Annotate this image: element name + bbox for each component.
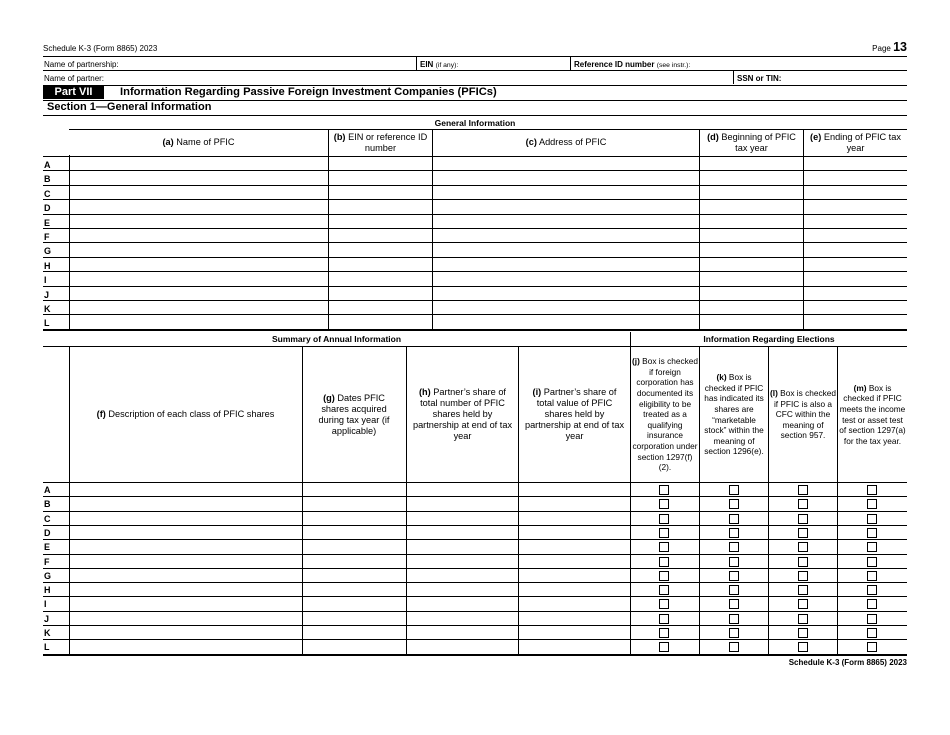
ein-field[interactable]: EIN (if any):	[420, 60, 459, 69]
summary-cell-f[interactable]	[69, 612, 302, 625]
summary-cell-g[interactable]	[302, 555, 406, 568]
summary-cell-g[interactable]	[302, 612, 406, 625]
general-cell-d[interactable]	[700, 200, 803, 213]
checkbox-m[interactable]	[867, 585, 877, 595]
general-cell-c[interactable]	[433, 229, 699, 242]
checkbox-k[interactable]	[729, 485, 739, 495]
summary-cell-h[interactable]	[406, 597, 518, 610]
checkbox-j[interactable]	[659, 514, 669, 524]
general-cell-c[interactable]	[433, 215, 699, 228]
general-cell-c[interactable]	[433, 258, 699, 271]
general-cell-a[interactable]	[69, 243, 328, 256]
general-cell-a[interactable]	[69, 315, 328, 328]
general-cell-b[interactable]	[329, 301, 432, 314]
summary-cell-f[interactable]	[69, 626, 302, 639]
summary-row-label: G	[44, 570, 52, 581]
general-cell-b[interactable]	[329, 315, 432, 328]
checkbox-k[interactable]	[729, 499, 739, 509]
general-row-label: K	[44, 304, 51, 314]
general-cell-d[interactable]	[700, 186, 803, 199]
section-title: Section 1—General Information	[47, 101, 212, 113]
summary-row-label: J	[44, 613, 50, 624]
general-cell-e[interactable]	[804, 287, 907, 300]
summary-cell-i[interactable]	[518, 583, 630, 596]
checkbox-k[interactable]	[729, 514, 739, 524]
general-cell-d[interactable]	[700, 258, 803, 271]
summary-cell-i[interactable]	[518, 540, 630, 553]
general-row-label: I	[44, 275, 47, 286]
summary-cell-h[interactable]	[406, 569, 518, 582]
general-cell-d[interactable]	[700, 272, 803, 285]
summary-cell-i[interactable]	[518, 555, 630, 568]
summary-cell-h[interactable]	[406, 526, 518, 539]
summary-cell-g[interactable]	[302, 597, 406, 610]
checkbox-m[interactable]	[867, 614, 877, 624]
column-m-header: (m) Box is checked if PFIC meets the income test or asset test of section 1297(a) for the tax year.	[839, 382, 906, 446]
general-row-label: G	[44, 246, 52, 257]
checkbox-k[interactable]	[729, 585, 739, 595]
summary-row-label: H	[44, 585, 51, 596]
checkbox-j[interactable]	[659, 528, 669, 538]
general-row-label: L	[44, 318, 50, 329]
checkbox-l[interactable]	[798, 557, 808, 567]
general-row-label: J	[44, 289, 50, 300]
rule-line	[768, 346, 769, 654]
checkbox-k[interactable]	[729, 557, 739, 567]
checkbox-l[interactable]	[798, 614, 808, 624]
summary-cell-h[interactable]	[406, 626, 518, 639]
checkbox-m[interactable]	[867, 514, 877, 524]
general-cell-c[interactable]	[433, 171, 699, 184]
general-cell-e[interactable]	[804, 171, 907, 184]
summary-heading: Summary of Annual Information	[271, 334, 402, 344]
general-cell-d[interactable]	[700, 315, 803, 328]
general-cell-d[interactable]	[700, 229, 803, 242]
checkbox-j[interactable]	[659, 542, 669, 552]
general-cell-a[interactable]	[69, 258, 328, 271]
column-i-header: (i) Partner’s share of total value of PFIC shares held by partnership at end of tax year	[524, 387, 625, 441]
column-k-header: (k) Box is checked if PFIC has indicated its shares are “marketable stock” within the meaning of section 1296(e).	[704, 372, 764, 457]
rule-line	[69, 155, 70, 329]
summary-cell-f[interactable]	[69, 483, 302, 496]
summary-cell-f[interactable]	[69, 540, 302, 553]
general-cell-c[interactable]	[433, 287, 699, 300]
checkbox-j[interactable]	[659, 571, 669, 581]
summary-cell-h[interactable]	[406, 540, 518, 553]
general-cell-b[interactable]	[329, 258, 432, 271]
general-cell-b[interactable]	[329, 272, 432, 285]
summary-cell-i[interactable]	[518, 612, 630, 625]
checkbox-k[interactable]	[729, 542, 739, 552]
rule-line	[803, 129, 804, 329]
page-indicator	[872, 40, 907, 54]
part-tag: Part VII	[43, 86, 104, 99]
checkbox-k[interactable]	[729, 642, 739, 652]
checkbox-j[interactable]	[659, 642, 669, 652]
checkbox-l[interactable]	[798, 628, 808, 638]
summary-cell-f[interactable]	[69, 569, 302, 582]
checkbox-j[interactable]	[659, 585, 669, 595]
checkbox-l[interactable]	[798, 642, 808, 652]
checkbox-m[interactable]	[867, 571, 877, 581]
elections-heading: Information Regarding Elections	[703, 334, 835, 344]
rule-line	[699, 129, 700, 329]
summary-cell-f[interactable]	[69, 583, 302, 596]
checkbox-m[interactable]	[867, 499, 877, 509]
checkbox-l[interactable]	[798, 499, 808, 509]
partner-name-field[interactable]: Name of partner:	[44, 74, 105, 83]
summary-cell-g[interactable]	[302, 540, 406, 553]
summary-cell-f[interactable]	[69, 597, 302, 610]
general-cell-a[interactable]	[69, 215, 328, 228]
general-cell-d[interactable]	[700, 171, 803, 184]
general-cell-d[interactable]	[700, 215, 803, 228]
checkbox-j[interactable]	[659, 485, 669, 495]
general-cell-e[interactable]	[804, 200, 907, 213]
checkbox-m[interactable]	[867, 599, 877, 609]
summary-cell-h[interactable]	[406, 583, 518, 596]
general-row-label: A	[44, 160, 51, 170]
general-cell-b[interactable]	[329, 243, 432, 256]
summary-cell-f[interactable]	[69, 526, 302, 539]
column-c-header: (c) Address of PFIC	[525, 137, 607, 147]
page-label: Page	[872, 44, 891, 53]
general-cell-c[interactable]	[433, 186, 699, 199]
summary-cell-h[interactable]	[406, 497, 518, 510]
summary-row-label: K	[44, 628, 51, 638]
checkbox-k[interactable]	[729, 614, 739, 624]
summary-cell-i[interactable]	[518, 597, 630, 610]
summary-cell-g[interactable]	[302, 640, 406, 653]
general-row-label: B	[44, 174, 51, 185]
summary-cell-f[interactable]	[69, 512, 302, 525]
column-l-header: (l) Box is checked if PFIC is also a CFC within the meaning of section 957.	[770, 388, 836, 441]
summary-row-label: A	[44, 485, 51, 495]
summary-cell-h[interactable]	[406, 555, 518, 568]
general-cell-a[interactable]	[69, 200, 328, 213]
summary-cell-f[interactable]	[69, 497, 302, 510]
general-cell-a[interactable]	[69, 171, 328, 184]
general-cell-a[interactable]	[69, 186, 328, 199]
general-cell-c[interactable]	[433, 272, 699, 285]
summary-cell-h[interactable]	[406, 512, 518, 525]
checkbox-j[interactable]	[659, 599, 669, 609]
general-cell-c[interactable]	[433, 200, 699, 213]
summary-row-label: D	[44, 527, 51, 538]
general-cell-d[interactable]	[700, 301, 803, 314]
column-f-header: (f) Description of each class of PFIC shares	[96, 409, 275, 419]
page-number: 13	[893, 40, 907, 54]
column-g-header: (g) Dates PFIC shares acquired during tax year (if applicable)	[318, 392, 390, 436]
general-cell-d[interactable]	[700, 157, 803, 170]
general-cell-e[interactable]	[804, 243, 907, 256]
general-cell-b[interactable]	[329, 171, 432, 184]
rule-line	[43, 330, 907, 331]
general-cell-a[interactable]	[69, 301, 328, 314]
rule-line	[432, 129, 433, 329]
checkbox-k[interactable]	[729, 628, 739, 638]
general-info-heading: General Information	[434, 118, 516, 128]
general-cell-a[interactable]	[69, 229, 328, 242]
summary-row-label: F	[44, 556, 50, 567]
general-cell-b[interactable]	[329, 157, 432, 170]
general-cell-c[interactable]	[433, 301, 699, 314]
general-cell-b[interactable]	[329, 215, 432, 228]
checkbox-l[interactable]	[798, 542, 808, 552]
summary-cell-g[interactable]	[302, 626, 406, 639]
general-row-label: F	[44, 232, 50, 242]
checkbox-m[interactable]	[867, 642, 877, 652]
checkbox-l[interactable]	[798, 514, 808, 524]
general-row-label: D	[44, 203, 51, 214]
form-id: Schedule K-3 (Form 8865) 2023	[43, 44, 158, 53]
checkbox-l[interactable]	[798, 485, 808, 495]
summary-cell-g[interactable]	[302, 483, 406, 496]
checkbox-k[interactable]	[729, 599, 739, 609]
checkbox-l[interactable]	[798, 599, 808, 609]
checkbox-m[interactable]	[867, 628, 877, 638]
summary-cell-g[interactable]	[302, 583, 406, 596]
summary-cell-g[interactable]	[302, 569, 406, 582]
checkbox-m[interactable]	[867, 542, 877, 552]
general-cell-e[interactable]	[804, 157, 907, 170]
rule-line	[837, 346, 838, 654]
rule-line	[43, 654, 907, 656]
rule-line	[699, 346, 700, 654]
column-a-header: (a) Name of PFIC	[162, 137, 235, 147]
summary-cell-f[interactable]	[69, 555, 302, 568]
general-cell-b[interactable]	[329, 186, 432, 199]
reference-id-field[interactable]: Reference ID number (see instr.):	[574, 60, 691, 69]
general-cell-e[interactable]	[804, 186, 907, 199]
summary-cell-h[interactable]	[406, 640, 518, 653]
summary-cell-i[interactable]	[518, 497, 630, 510]
general-cell-a[interactable]	[69, 272, 328, 285]
ssn-tin-field[interactable]: SSN or TIN:	[737, 74, 782, 83]
general-cell-e[interactable]	[804, 301, 907, 314]
summary-cell-i[interactable]	[518, 526, 630, 539]
summary-cell-i[interactable]	[518, 569, 630, 582]
checkbox-m[interactable]	[867, 557, 877, 567]
summary-cell-i[interactable]	[518, 483, 630, 496]
checkbox-j[interactable]	[659, 499, 669, 509]
general-cell-c[interactable]	[433, 243, 699, 256]
general-cell-b[interactable]	[329, 287, 432, 300]
partnership-name-field[interactable]: Name of partnership:	[44, 60, 119, 69]
summary-cell-g[interactable]	[302, 512, 406, 525]
general-row-label: C	[44, 188, 51, 199]
checkbox-j[interactable]	[659, 614, 669, 624]
summary-cell-i[interactable]	[518, 512, 630, 525]
summary-cell-f[interactable]	[69, 640, 302, 653]
checkbox-m[interactable]	[867, 528, 877, 538]
rule-line	[630, 346, 631, 654]
general-cell-b[interactable]	[329, 200, 432, 213]
checkbox-k[interactable]	[729, 571, 739, 581]
summary-cell-i[interactable]	[518, 626, 630, 639]
column-j-header: (j) Box is checked if foreign corporation has documented its eligibility to be treated as a qualifying insurance corporation under section 1297(f)(2).	[632, 356, 698, 473]
checkbox-l[interactable]	[798, 528, 808, 538]
column-b-header: (b) EIN or reference ID number	[333, 131, 428, 153]
rule-line	[328, 129, 329, 329]
general-row-label: H	[44, 260, 51, 271]
general-cell-a[interactable]	[69, 287, 328, 300]
general-cell-d[interactable]	[700, 287, 803, 300]
summary-row-label: I	[44, 599, 47, 610]
footer-form-id: Schedule K-3 (Form 8865) 2023	[788, 658, 907, 667]
column-h-header: (h) Partner’s share of total number of PFIC shares held by partnership at end of tax year	[412, 387, 513, 441]
checkbox-j[interactable]	[659, 557, 669, 567]
general-cell-c[interactable]	[433, 315, 699, 328]
summary-row-label: E	[44, 542, 51, 553]
summary-row-label: L	[44, 642, 50, 653]
column-e-header: (e) Ending of PFIC tax year	[810, 131, 901, 153]
checkbox-m[interactable]	[867, 485, 877, 495]
summary-cell-g[interactable]	[302, 526, 406, 539]
general-cell-c[interactable]	[433, 157, 699, 170]
general-cell-e[interactable]	[804, 229, 907, 242]
general-cell-e[interactable]	[804, 315, 907, 328]
checkbox-k[interactable]	[729, 528, 739, 538]
general-cell-a[interactable]	[69, 157, 328, 170]
summary-row-label: B	[44, 499, 51, 510]
general-row-label: E	[44, 217, 51, 228]
part-title: Information Regarding Passive Foreign Investment Companies (PFICs)	[120, 86, 497, 98]
general-cell-d[interactable]	[700, 243, 803, 256]
general-cell-e[interactable]	[804, 258, 907, 271]
general-cell-b[interactable]	[329, 229, 432, 242]
column-d-header: (d) Beginning of PFIC tax year	[707, 131, 796, 153]
summary-cell-i[interactable]	[518, 640, 630, 653]
summary-cell-h[interactable]	[406, 483, 518, 496]
checkbox-l[interactable]	[798, 571, 808, 581]
summary-row-label: C	[44, 513, 51, 524]
checkbox-j[interactable]	[659, 628, 669, 638]
general-cell-e[interactable]	[804, 215, 907, 228]
summary-cell-g[interactable]	[302, 497, 406, 510]
summary-cell-h[interactable]	[406, 612, 518, 625]
general-cell-e[interactable]	[804, 272, 907, 285]
checkbox-l[interactable]	[798, 585, 808, 595]
